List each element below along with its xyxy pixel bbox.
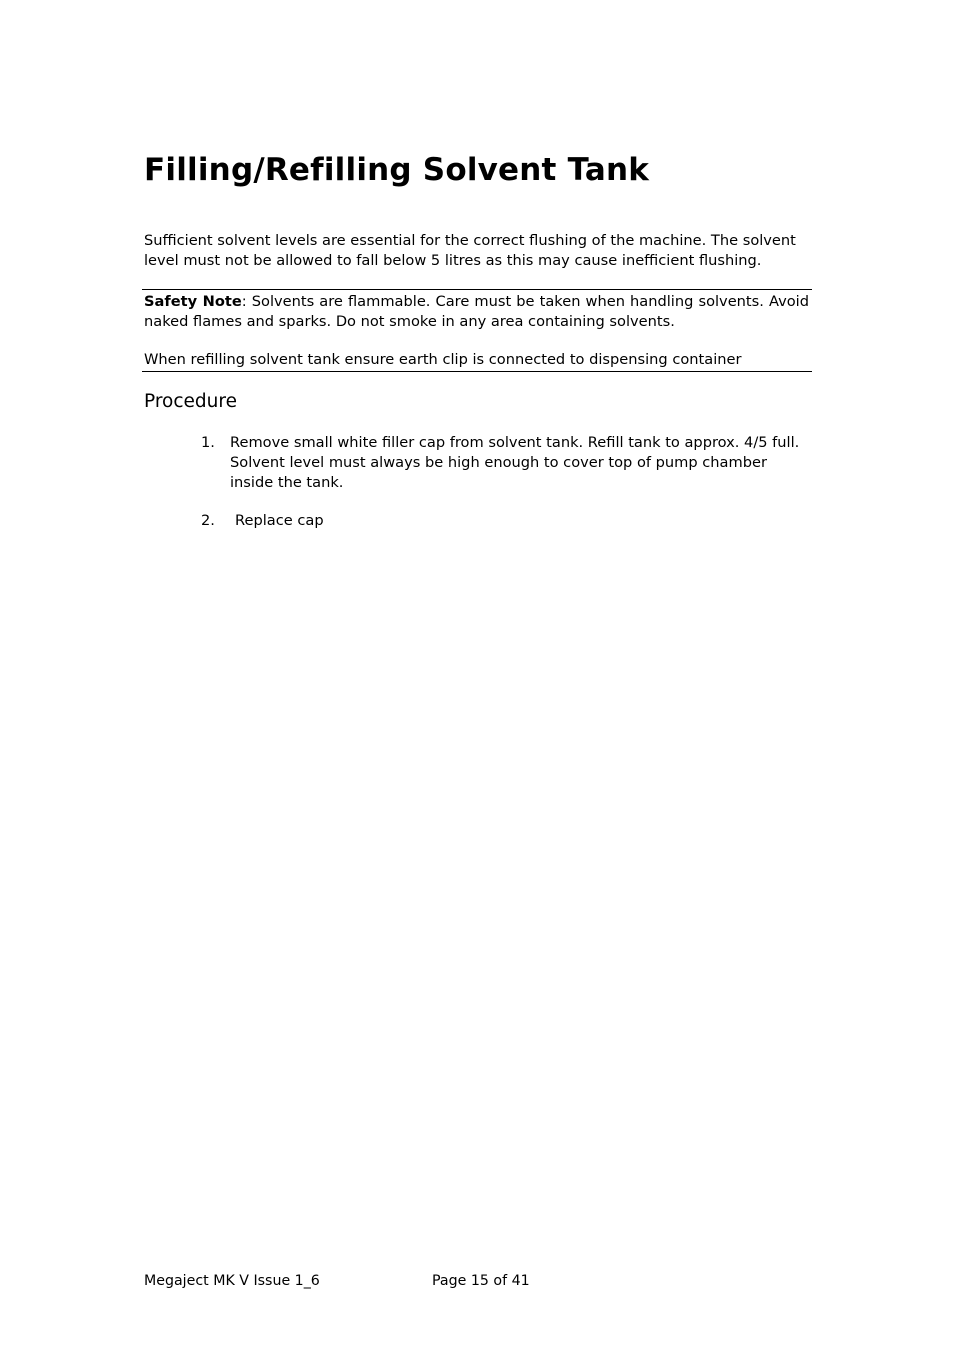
step-number: 2. [201, 512, 215, 529]
safety-note [144, 292, 809, 332]
step-text: Replace cap [235, 512, 324, 529]
safety-note-label: Safety Note [144, 293, 242, 310]
procedure-heading: Procedure [144, 391, 237, 412]
step-number: 1. [201, 434, 215, 451]
footer-document-id: Megaject MK V Issue 1_6 [144, 1273, 320, 1289]
intro-paragraph: Sufficient solvent levels are essential for the correct flushing of the machine. The solvent level must not be allowed to fall below 5 litres as this may cause inefficient flushing. [144, 232, 796, 269]
safety-box-top-rule [142, 289, 812, 290]
page-title: Filling/Refilling Solvent Tank [144, 152, 650, 188]
safety-note-text: : Solvents are flammable. Care must be taken when handling solvents. Avoid naked flames and sparks. Do not smoke in any area containing solvents. [144, 293, 809, 330]
step-text: Remove small white filler cap from solvent tank. Refill tank to approx. 4/5 full. Solvent level must always be high enough to cover top of pump chamber inside the tank. [230, 434, 800, 491]
safety-box-bottom-rule [142, 371, 812, 372]
footer-page-number: Page 15 of 41 [432, 1273, 530, 1289]
earth-clip-note: When refilling solvent tank ensure earth clip is connected to dispensing container [144, 351, 742, 368]
